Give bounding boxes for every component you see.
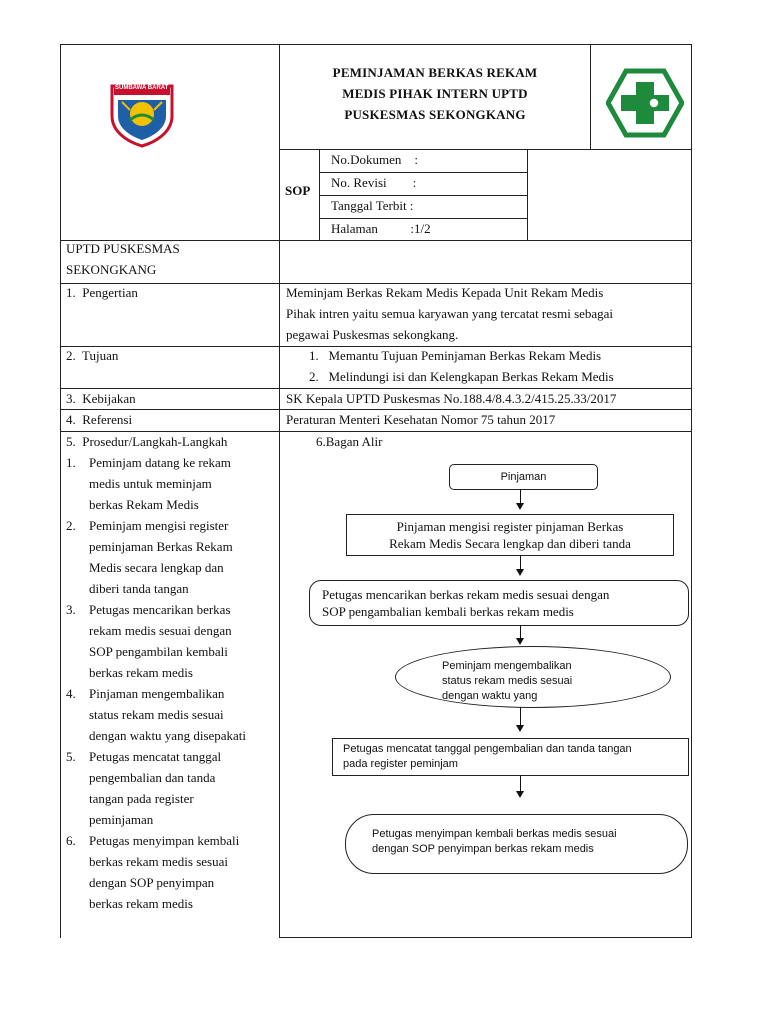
puskesmas-logo (606, 68, 684, 138)
flow-node-mencarikan (309, 580, 689, 626)
step-line: Peminjam mengisi register (89, 518, 229, 533)
flow-node-text: pada register peminjam (343, 758, 458, 770)
tujuan-label: 2. Tujuan (66, 348, 119, 363)
field-no-revisi: No. Revisi : (331, 175, 417, 190)
step-line: SOP pengambilan kembali (89, 644, 228, 659)
flow-node-register (346, 514, 674, 556)
referensi-text: Peraturan Menteri Kesehatan Nomor 75 tahun 2017 (286, 412, 556, 427)
step-line: diberi tanda tangan (89, 581, 189, 596)
sop-label: SOP (285, 183, 311, 198)
pengertian-line-3: pegawai Puskesmas sekongkang. (286, 327, 459, 342)
frame-top (60, 44, 692, 45)
flow-arrow-head (516, 503, 524, 510)
flow-node-text: Petugas mencarikan berkas rekam medis sesuai dengan (322, 587, 610, 602)
field-tanggal-terbit: Tanggal Terbit : (331, 198, 414, 213)
field-no-dokumen: No.Dokumen : (331, 152, 419, 167)
title-line-1: PEMINJAMAN BERKAS REKAM (332, 65, 538, 80)
title-line-3: PUSKESMAS SEKONGKANG (344, 107, 526, 122)
flow-node-text: dengan waktu yang (442, 690, 538, 702)
frame-right (691, 44, 692, 938)
pengertian-line-1: Meminjam Berkas Rekam Medis Kepada Unit Rekam Medis (286, 285, 604, 300)
step-line: Pinjaman mengembalikan (89, 686, 225, 701)
divider-logo (279, 44, 280, 938)
divider-right-logo (590, 44, 591, 149)
step-line: dengan waktu yang disepakati (89, 728, 247, 743)
prosedur-label: 5. Prosedur/Langkah-Langkah (66, 434, 228, 449)
step-line: peminjaman Berkas Rekam (89, 539, 233, 554)
step-line: rekam medis sesuai dengan (89, 623, 232, 638)
step-line: pengembalian dan tanda (89, 770, 216, 785)
tujuan-item-1: 1. Memantu Tujuan Peminjaman Berkas Rekam Medis (309, 348, 602, 363)
flow-arrow-head (516, 638, 524, 645)
title-line-2: MEDIS PIHAK INTERN UPTD (342, 86, 528, 101)
step-line: Medis secara lengkap dan (89, 560, 224, 575)
flow-arrow-head (516, 569, 524, 576)
flow-node-text: status rekam medis sesuai (442, 675, 573, 687)
org-name-line-1: UPTD PUSKESMAS (66, 241, 180, 256)
step-line: Petugas mencarikan berkas (89, 602, 231, 617)
pengertian-line-2: Pihak intren yaitu semua karyawan yang tercatat resmi sebagai (286, 306, 614, 321)
flow-node-text: Pinjaman (500, 471, 547, 483)
bagan-label: 6.Bagan Alir (316, 434, 383, 449)
flow-arrow (520, 707, 521, 727)
flow-node-menyimpan (345, 814, 688, 874)
flow-node-mengembalikan (395, 646, 671, 708)
flow-node-text: Petugas mencatat tanggal pengembalian dan tanda tangan (343, 743, 632, 755)
document-title (280, 62, 590, 125)
step-line: berkas rekam medis (89, 665, 193, 680)
sumbawa-barat-logo (108, 80, 176, 148)
step-line: berkas rekam medis (89, 896, 193, 911)
kebijakan-text: SK Kepala UPTD Puskesmas No.188.4/8.4.3.2/415.25.33/2017 (286, 391, 617, 406)
step-number: 1. (66, 455, 76, 470)
flow-node-text: Rekam Medis Secara lengkap dan diberi tanda (389, 536, 631, 551)
flow-node-text: Petugas menyimpan kembali berkas medis sesuai (372, 828, 617, 840)
flow-node-text: dengan SOP penyimpan berkas rekam medis (372, 843, 594, 855)
flow-node-text: SOP pengambalian kembali berkas rekam medis (322, 604, 574, 619)
tujuan-item-2: 2. Melindungi isi dan Kelengkapan Berkas Rekam Medis (309, 369, 614, 384)
step-line: tangan pada register (89, 791, 194, 806)
flow-node-text: Peminjam mengembalikan (442, 660, 572, 672)
step-line: medis untuk meminjam (89, 476, 212, 491)
flow-node-text: Pinjaman mengisi register pinjaman Berkas (396, 519, 624, 534)
flow-node-pinjaman (449, 464, 598, 490)
step-line: Petugas menyimpan kembali (89, 833, 240, 848)
org-name-line-2: SEKONGKANG (66, 262, 157, 277)
flow-arrow-head (516, 725, 524, 732)
step-number: 2. (66, 518, 76, 533)
step-line: peminjaman (89, 812, 154, 827)
step-line: berkas Rekam Medis (89, 497, 199, 512)
step-line: berkas rekam medis sesuai (89, 854, 228, 869)
step-number: 6. (66, 833, 76, 848)
pengertian-label: 1. Pengertian (66, 285, 138, 300)
flow-node-mencatat (332, 738, 689, 776)
step-line: status rekam medis sesuai (89, 707, 224, 722)
step-line: Peminjam datang ke rekam (89, 455, 231, 470)
field-halaman: Halaman :1/2 (331, 221, 431, 236)
frame-left (60, 44, 61, 938)
step-number: 3. (66, 602, 76, 617)
referensi-label: 4. Referensi (66, 412, 133, 427)
logo-text: SUMBAWA BARAT (115, 85, 169, 91)
flow-arrow (520, 555, 521, 570)
step-line: dengan SOP penyimpan (89, 875, 215, 890)
frame-bottom-right (279, 937, 692, 938)
step-line: Petugas mencatat tanggal (89, 749, 222, 764)
flow-arrow-head (516, 791, 524, 798)
step-number: 5. (66, 749, 76, 764)
kebijakan-label: 3. Kebijakan (66, 391, 136, 406)
step-number: 4. (66, 686, 76, 701)
